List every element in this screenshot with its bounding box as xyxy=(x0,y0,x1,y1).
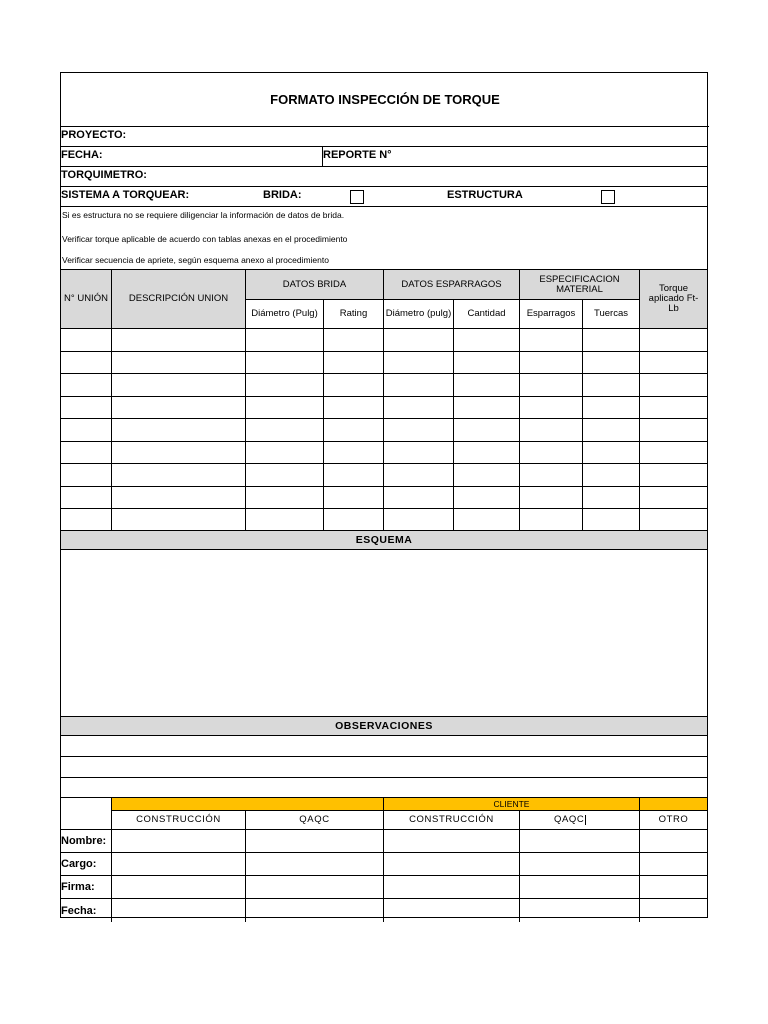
signature-field[interactable] xyxy=(112,853,246,876)
table-cell[interactable] xyxy=(640,464,707,487)
table-cell[interactable] xyxy=(454,419,520,442)
table-cell[interactable] xyxy=(324,419,384,442)
fecha-row xyxy=(61,147,707,167)
signature-field[interactable] xyxy=(640,899,707,922)
table-cell[interactable] xyxy=(583,487,640,510)
proyecto-label: PROYECTO: xyxy=(61,129,127,141)
table-cell[interactable] xyxy=(583,419,640,442)
table-cell[interactable] xyxy=(112,487,246,510)
table-cell[interactable] xyxy=(61,397,112,420)
sig-construccion-1: CONSTRUCCIÓN xyxy=(112,811,246,830)
table-cell[interactable] xyxy=(583,374,640,397)
signature-field[interactable] xyxy=(246,876,384,899)
signature-label: Firma: xyxy=(61,876,112,899)
table-cell[interactable] xyxy=(520,374,583,397)
table-cell[interactable] xyxy=(112,509,246,532)
table-cell[interactable] xyxy=(246,487,324,510)
table-cell[interactable] xyxy=(640,374,707,397)
table-cell[interactable] xyxy=(324,374,384,397)
table-cell[interactable] xyxy=(324,352,384,375)
table-cell[interactable] xyxy=(640,419,707,442)
table-cell[interactable] xyxy=(520,397,583,420)
signature-field[interactable] xyxy=(640,876,707,899)
observaciones-line-1[interactable] xyxy=(61,736,707,757)
table-cell[interactable] xyxy=(454,329,520,352)
table-cell[interactable] xyxy=(640,329,707,352)
header-especificacion: ESPECIFICACION MATERIAL xyxy=(520,269,640,300)
form-title: FORMATO INSPECCIÓN DE TORQUE xyxy=(61,73,709,127)
table-cell[interactable] xyxy=(454,487,520,510)
signature-field[interactable] xyxy=(246,853,384,876)
signature-label: Fecha: xyxy=(61,899,112,922)
signature-field[interactable] xyxy=(384,830,520,853)
table-cell[interactable] xyxy=(246,464,324,487)
table-cell[interactable] xyxy=(112,329,246,352)
proyecto-row xyxy=(61,127,707,147)
sig-construccion-2: CONSTRUCCIÓN xyxy=(384,811,520,830)
table-cell[interactable] xyxy=(384,352,454,375)
table-cell[interactable] xyxy=(583,509,640,532)
table-cell[interactable] xyxy=(324,397,384,420)
header-esparragos: Esparragos xyxy=(520,300,583,329)
signature-field[interactable] xyxy=(246,899,384,922)
table-cell[interactable] xyxy=(61,442,112,465)
header-diametro-pulg-2: Diámetro (pulg) xyxy=(384,300,454,329)
brida-label: BRIDA: xyxy=(263,189,302,201)
table-cell[interactable] xyxy=(583,464,640,487)
table-cell[interactable] xyxy=(324,509,384,532)
table-cell[interactable] xyxy=(454,374,520,397)
inspection-form xyxy=(60,72,708,918)
table-cell[interactable] xyxy=(640,397,707,420)
table-cell[interactable] xyxy=(246,419,324,442)
table-cell[interactable] xyxy=(246,442,324,465)
table-cell[interactable] xyxy=(640,487,707,510)
table-cell[interactable] xyxy=(61,509,112,532)
fecha-label: FECHA: xyxy=(61,149,103,161)
observaciones-line-3[interactable] xyxy=(61,778,707,798)
table-cell[interactable] xyxy=(61,464,112,487)
table-cell[interactable] xyxy=(61,374,112,397)
header-cantidad: Cantidad xyxy=(454,300,520,329)
signature-field[interactable] xyxy=(112,830,246,853)
table-cell[interactable] xyxy=(384,419,454,442)
signature-field[interactable] xyxy=(384,876,520,899)
table-cell[interactable] xyxy=(520,419,583,442)
signature-field[interactable] xyxy=(520,830,640,853)
estructura-label: ESTRUCTURA xyxy=(447,189,523,201)
observaciones-line-2[interactable] xyxy=(61,757,707,778)
table-cell[interactable] xyxy=(583,329,640,352)
table-cell[interactable] xyxy=(520,464,583,487)
table-cell[interactable] xyxy=(384,509,454,532)
signature-field[interactable] xyxy=(246,830,384,853)
sig-otro: OTRO xyxy=(640,811,707,830)
table-cell[interactable] xyxy=(246,509,324,532)
header-n-union: N° UNIÓN xyxy=(61,269,112,329)
table-cell[interactable] xyxy=(112,374,246,397)
header-tuercas: Tuercas xyxy=(583,300,640,329)
cliente-band: CLIENTE xyxy=(384,798,640,811)
sistema-label: SISTEMA A TORQUEAR: xyxy=(61,189,190,201)
sistema-row xyxy=(61,187,707,207)
table-cell[interactable] xyxy=(583,397,640,420)
signature-label: Cargo: xyxy=(61,853,112,876)
table-cell[interactable] xyxy=(324,442,384,465)
table-cell[interactable] xyxy=(454,352,520,375)
table-cell[interactable] xyxy=(583,352,640,375)
table-cell[interactable] xyxy=(324,464,384,487)
table-cell[interactable] xyxy=(61,419,112,442)
signature-field[interactable] xyxy=(520,899,640,922)
table-cell[interactable] xyxy=(112,397,246,420)
torquimetro-label: TORQUIMETRO: xyxy=(61,169,147,181)
estructura-checkbox[interactable] xyxy=(601,190,615,204)
header-datos-brida: DATOS BRIDA xyxy=(246,269,384,300)
table-cell[interactable] xyxy=(384,374,454,397)
table-cell[interactable] xyxy=(640,352,707,375)
table-cell[interactable] xyxy=(246,374,324,397)
header-torque: Torque aplicado Ft-Lb xyxy=(640,269,707,329)
signature-field[interactable] xyxy=(384,899,520,922)
table-cell[interactable] xyxy=(454,442,520,465)
table-cell[interactable] xyxy=(520,442,583,465)
table-cell[interactable] xyxy=(246,329,324,352)
signature-field[interactable] xyxy=(640,853,707,876)
table-cell[interactable] xyxy=(246,352,324,375)
table-cell[interactable] xyxy=(454,509,520,532)
table-cell[interactable] xyxy=(520,329,583,352)
fecha-divider xyxy=(322,147,323,167)
table-cell[interactable] xyxy=(246,397,324,420)
signature-label: Nombre: xyxy=(61,830,112,853)
table-cell[interactable] xyxy=(454,464,520,487)
observaciones-band: OBSERVACIONES xyxy=(61,716,707,736)
table-cell[interactable] xyxy=(583,442,640,465)
table-cell[interactable] xyxy=(384,464,454,487)
signature-field[interactable] xyxy=(520,853,640,876)
table-cell[interactable] xyxy=(384,329,454,352)
signature-field[interactable] xyxy=(640,830,707,853)
note-3: Verificar secuencia de apriete, según esquema anexo al procedimiento xyxy=(62,255,329,265)
table-cell[interactable] xyxy=(324,487,384,510)
brida-checkbox[interactable] xyxy=(350,190,364,204)
header-diametro-pulg: Diámetro (Pulg) xyxy=(246,300,324,329)
reporte-label: REPORTE N° xyxy=(323,149,392,161)
esquema-area[interactable] xyxy=(61,550,707,716)
table-cell[interactable] xyxy=(520,509,583,532)
sig-qaqc-2-label: QAQC xyxy=(554,814,585,825)
table-cell[interactable] xyxy=(112,352,246,375)
header-rating: Rating xyxy=(324,300,384,329)
table-cell[interactable] xyxy=(61,352,112,375)
signature-field[interactable] xyxy=(112,899,246,922)
sig-qaqc-2 xyxy=(520,811,640,830)
table-cell[interactable] xyxy=(324,329,384,352)
table-cell[interactable] xyxy=(61,487,112,510)
table-cell[interactable] xyxy=(520,352,583,375)
table-cell[interactable] xyxy=(384,487,454,510)
signature-field[interactable] xyxy=(112,876,246,899)
sig-qaqc-1: QAQC xyxy=(246,811,384,830)
torquimetro-row xyxy=(61,167,707,187)
signature-field[interactable] xyxy=(384,853,520,876)
table-cell[interactable] xyxy=(112,442,246,465)
table-cell[interactable] xyxy=(640,509,707,532)
esquema-band: ESQUEMA xyxy=(61,530,707,550)
note-1: Si es estructura no se requiere diligenciar la información de datos de brida. xyxy=(62,210,345,220)
table-cell[interactable] xyxy=(454,397,520,420)
signature-field[interactable] xyxy=(520,876,640,899)
table-cell[interactable] xyxy=(520,487,583,510)
otro-band xyxy=(640,798,707,811)
table-cell[interactable] xyxy=(61,329,112,352)
table-cell[interactable] xyxy=(384,442,454,465)
header-descripcion: DESCRIPCIÓN UNION xyxy=(112,269,246,329)
table-cell[interactable] xyxy=(640,442,707,465)
note-2: Verificar torque aplicable de acuerdo con tablas anexas en el procedimiento xyxy=(62,234,348,244)
header-datos-esparragos: DATOS ESPARRAGOS xyxy=(384,269,520,300)
signature-corner xyxy=(61,798,112,830)
table-cell[interactable] xyxy=(112,464,246,487)
table-cell[interactable] xyxy=(112,419,246,442)
contratista-band xyxy=(112,798,384,811)
table-cell[interactable] xyxy=(384,397,454,420)
